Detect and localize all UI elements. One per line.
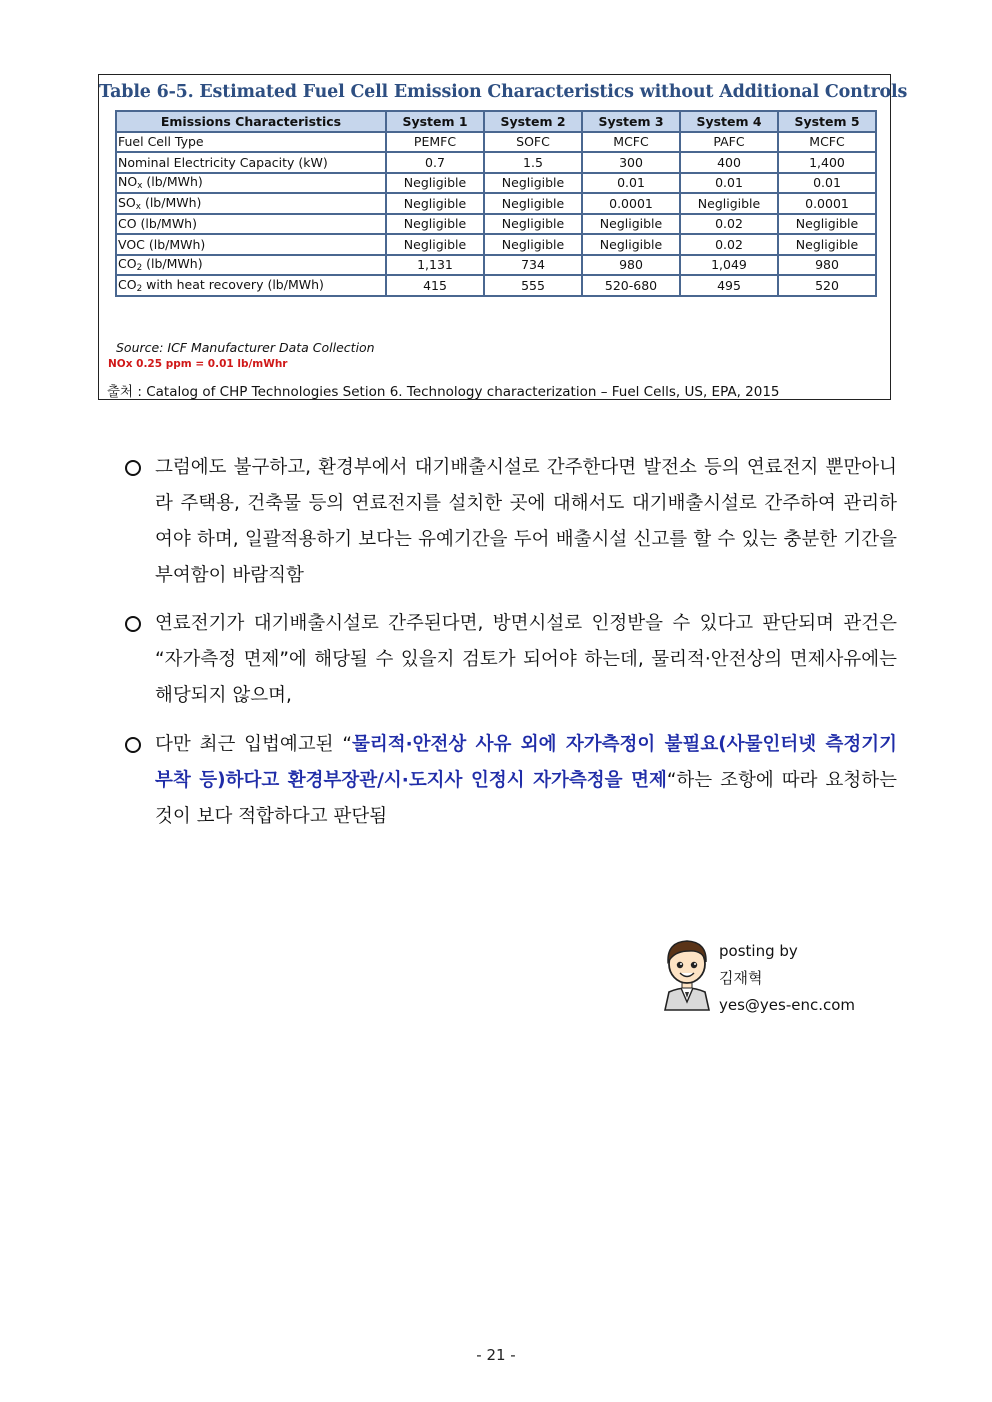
paragraph-text: 그럼에도 불구하고, 환경부에서 대기배출시설로 간주한다면 발전소 등의 연료전지 뿐만아니라 주택용, 건축물 등의 연료전지를 설치한 곳에 대해서도 대기배출시설로 간주하여 관리하여야 하며, 일괄적용하기 보다는 유예기간을 두어 배출시설 신고를 할 수 있는 충분한 기간을 부여함이 바람직함 <box>155 457 897 586</box>
paragraph-text-before: 다만 최근 입법예고된 “ <box>155 734 352 755</box>
row-label-rest: (lb/MWh) <box>140 194 202 210</box>
posting-by-label: posting by <box>719 942 798 960</box>
paragraph-text <box>155 727 897 835</box>
table-cell: Negligible <box>778 214 876 235</box>
circle-bullet-icon <box>125 616 141 632</box>
row-label: Nominal Electricity Capacity (kW) <box>116 152 386 173</box>
paragraph-2 <box>125 606 897 714</box>
table-row <box>116 255 876 276</box>
table-cell: 555 <box>484 275 582 296</box>
table-cell: Negligible <box>386 214 484 235</box>
header-cell: System 3 <box>582 111 680 132</box>
citation: 출처 : Catalog of CHP Technologies Setion 6. Technology characterization – Fuel Cells, US, EPA, 2015 <box>107 384 780 400</box>
table-row <box>116 234 876 255</box>
header-cell: Emissions Characteristics <box>116 111 386 132</box>
table-cell: 1,400 <box>778 152 876 173</box>
table-cell: 1,131 <box>386 255 484 276</box>
author-block <box>659 936 889 1016</box>
table-cell: PAFC <box>680 132 778 153</box>
table-cell: 520 <box>778 275 876 296</box>
table-cell: 0.02 <box>680 234 778 255</box>
row-label-sub: x <box>137 181 143 192</box>
table-cell: 0.0001 <box>778 193 876 214</box>
table-header-row <box>116 111 876 132</box>
paragraph-text: 연료전기가 대기배출시설로 간주된다면, 방면시설로 인정받을 수 있다고 판단되며 관건은 “자가측정 면제”에 해당될 수 있을지 검토가 되어야 하는데, 물리적·안전상의 면제사유에는 해당되지 않으며, <box>155 613 897 706</box>
table-cell: SOFC <box>484 132 582 153</box>
header-cell: System 1 <box>386 111 484 132</box>
row-label-sub: x <box>135 201 141 212</box>
table-figure <box>98 74 908 400</box>
nox-conversion-note: NOx 0.25 ppm = 0.01 lb/mWhr <box>108 358 288 370</box>
table-cell: Negligible <box>484 173 582 194</box>
header-cell: System 2 <box>484 111 582 132</box>
table-row <box>116 132 876 153</box>
row-label <box>116 275 386 296</box>
paragraph-text-after: “하는 조항에 따라 요청하는 것이 보다 적합하다고 판단됨 <box>155 770 897 827</box>
table-row <box>116 275 876 296</box>
row-label: Fuel Cell Type <box>116 132 386 153</box>
table-cell: 300 <box>582 152 680 173</box>
circle-bullet-icon <box>125 460 141 476</box>
table-cell: Negligible <box>386 234 484 255</box>
table-cell: Negligible <box>582 234 680 255</box>
table-source: Source: ICF Manufacturer Data Collection <box>116 340 375 355</box>
row-label <box>116 173 386 194</box>
header-cell: System 5 <box>778 111 876 132</box>
table-cell: 0.01 <box>680 173 778 194</box>
table-cell: 1,049 <box>680 255 778 276</box>
table-cell: 0.0001 <box>582 193 680 214</box>
table-cell: Negligible <box>484 214 582 235</box>
row-label-rest: (lb/MWh) <box>142 256 203 272</box>
table-cell: Negligible <box>484 234 582 255</box>
author-name: 김재혁 <box>719 969 763 987</box>
author-avatar-icon <box>659 936 715 1012</box>
page-number: - 21 - <box>476 1346 516 1364</box>
table-cell: 400 <box>680 152 778 173</box>
emissions-table <box>115 110 877 297</box>
table-cell: Negligible <box>386 173 484 194</box>
table-cell: PEMFC <box>386 132 484 153</box>
table-cell: 980 <box>582 255 680 276</box>
table-cell: Negligible <box>484 193 582 214</box>
table-row <box>116 152 876 173</box>
table-cell: 734 <box>484 255 582 276</box>
table-cell: 0.01 <box>582 173 680 194</box>
row-label-rest: with heat recovery (lb/MWh) <box>142 276 324 292</box>
table-cell: MCFC <box>582 132 680 153</box>
emphasized-text: 물리적·안전상 사유 외에 자가측정이 불필요(사물인터넷 측정기기 부착 등)하다고 환경부장관/시·도지사 인정시 자가측정을 면제 <box>155 734 897 791</box>
row-label-main: CO <box>118 256 137 272</box>
table-cell: Negligible <box>386 193 484 214</box>
row-label-main: CO <box>118 276 137 292</box>
circle-bullet-icon <box>125 737 141 753</box>
row-label: CO (lb/MWh) <box>116 214 386 235</box>
table-cell: 0.02 <box>680 214 778 235</box>
table-row <box>116 214 876 235</box>
paragraph-1 <box>125 450 897 594</box>
table-cell: 0.7 <box>386 152 484 173</box>
row-label-rest: (lb/MWh) <box>142 174 203 190</box>
table-row <box>116 193 876 214</box>
row-label <box>116 255 386 276</box>
table-cell: Negligible <box>582 214 680 235</box>
row-label-main: NO <box>118 174 138 190</box>
row-label: VOC (lb/MWh) <box>116 234 386 255</box>
table-cell: 520-680 <box>582 275 680 296</box>
paragraph-3 <box>125 727 897 835</box>
table-cell: Negligible <box>680 193 778 214</box>
table-row <box>116 173 876 194</box>
table-cell: 495 <box>680 275 778 296</box>
author-info <box>719 938 855 1019</box>
header-cell: System 4 <box>680 111 778 132</box>
table-cell: Negligible <box>778 234 876 255</box>
row-label <box>116 193 386 214</box>
table-cell: 980 <box>778 255 876 276</box>
author-email: yes@yes-enc.com <box>719 996 856 1014</box>
table-title: Table 6-5. Estimated Fuel Cell Emission Characteristics without Additional Controls <box>99 82 908 102</box>
row-label-sub: 2 <box>136 263 143 274</box>
table-cell: 415 <box>386 275 484 296</box>
table-cell: 0.01 <box>778 173 876 194</box>
row-label-sub: 2 <box>136 283 143 294</box>
table-cell: 1.5 <box>484 152 582 173</box>
row-label-main: SO <box>118 194 136 210</box>
table-cell: MCFC <box>778 132 876 153</box>
